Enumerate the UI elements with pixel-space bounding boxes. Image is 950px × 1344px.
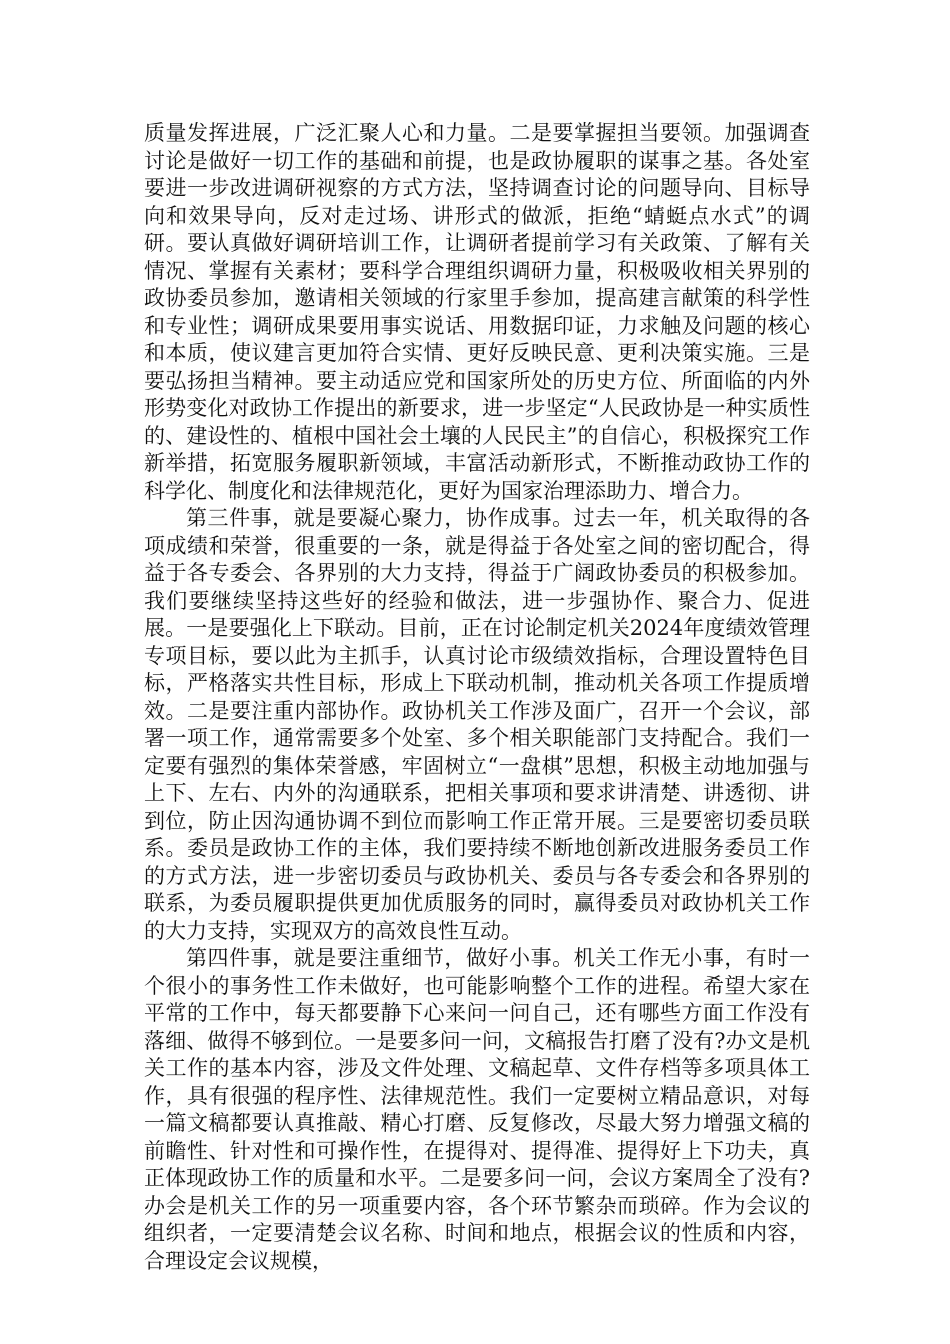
- document-body: [144, 120, 810, 1275]
- paragraph-3: 第四件事，就是要注重细节，做好小事。机关工作无小事，有时一个很小的事务性工作未做好，也可能影响整个工作的进程。希望大家在平常的工作中，每天都要静下心来问一问自己，还有哪些方面工作没有落细、做得不够到位。一是要多问一问，文稿报告打磨了没有?办文是机关工作的基本内容，涉及文件处理、文稿起草、文件存档等多项具体工作，具有很强的程序性、法律规范性。我们一定要树立精品意识，对每一篇文稿都要认真推敲、精心打磨、反复修改，尽最大努力增强文稿的前瞻性、针对性和可操作性，在提得对、提得准、提得好上下功夫，真正体现政协工作的质量和水平。二是要多问一问，会议方案周全了没有?办会是机关工作的另一项重要内容，各个环节繁杂而琐碎。作为会议的组织者，一定要清楚会议名称、时间和地点，根据会议的性质和内容，合理设定会议规模，: [144, 946, 810, 1273]
- paragraph-2: 第三件事，就是要凝心聚力，协作成事。过去一年，机关取得的各项成绩和荣誉，很重要的一条，就是得益于各处室之间的密切配合，得益于各专委会、各界别的大力支持，得益于广阔政协委员的积极参加。我们要继续坚持这些好的经验和做法，进一步强协作、聚合力、促进展。一是要强化上下联动。目前，正在讨论制定机关2024年度绩效管理专项目标，要以此为主抓手，认真讨论市级绩效指标，合理设置特色目标，严格落实共性目标，形成上下联动机制，推动机关各项工作提质增效。二是要注重内部协作。政协机关工作涉及面广，召开一个会议，部署一项工作，通常需要多个处室、多个相关职能部门支持配合。我们一定要有强烈的集体荣誉感，牢固树立“一盘棋”思想，积极主动地加强与上下、左右、内外的沟通联系，把相关事项和要求讲清楚、讲透彻、讲到位，防止因沟通协调不到位而影响工作正常开展。三是要密切委员联系。委员是政协工作的主体，我们要持续不断地创新改进服务委员工作的方式方法，进一步密切委员与政协机关、委员与各专委会和各界别的联系，为委员履职提供更加优质服务的同时，赢得委员对政协机关工作的大力支持，实现双方的高效良性互动。: [144, 506, 810, 943]
- paragraph-1: 质量发挥进展，广泛汇聚人心和力量。二是要掌握担当要领。加强调查讨论是做好一切工作的基础和前提，也是政协履职的谋事之基。各处室要进一步改进调研视察的方式方法，坚持调查讨论的问题导向、目标导向和效果导向，反对走过场、讲形式的做派，拒绝“蜻蜓点水式”的调研。要认真做好调研培训工作，让调研者提前学习有关政策、了解有关情况、掌握有关素材；要科学合理组织调研力量，积极吸收相关界别的政协委员参加，邀请相关领域的行家里手参加，提高建言献策的科学性和专业性；调研成果要用事实说话、用数据印证，力求触及问题的核心和本质，使议建言更加符合实情、更好反映民意、更利决策实施。三是要弘扬担当精神。要主动适应党和国家所处的历史方位、所面临的内外形势变化对政协工作提出的新要求，进一步坚定“人民政协是一种实质性的、建设性的、植根中国社会土壤的人民民主”的自信心，积极探究工作新举措，拓宽服务履职新领域，丰富活动新形式，不断推动政协工作的科学化、制度化和法律规范化，更好为国家治理添助力、增合力。: [144, 121, 810, 503]
